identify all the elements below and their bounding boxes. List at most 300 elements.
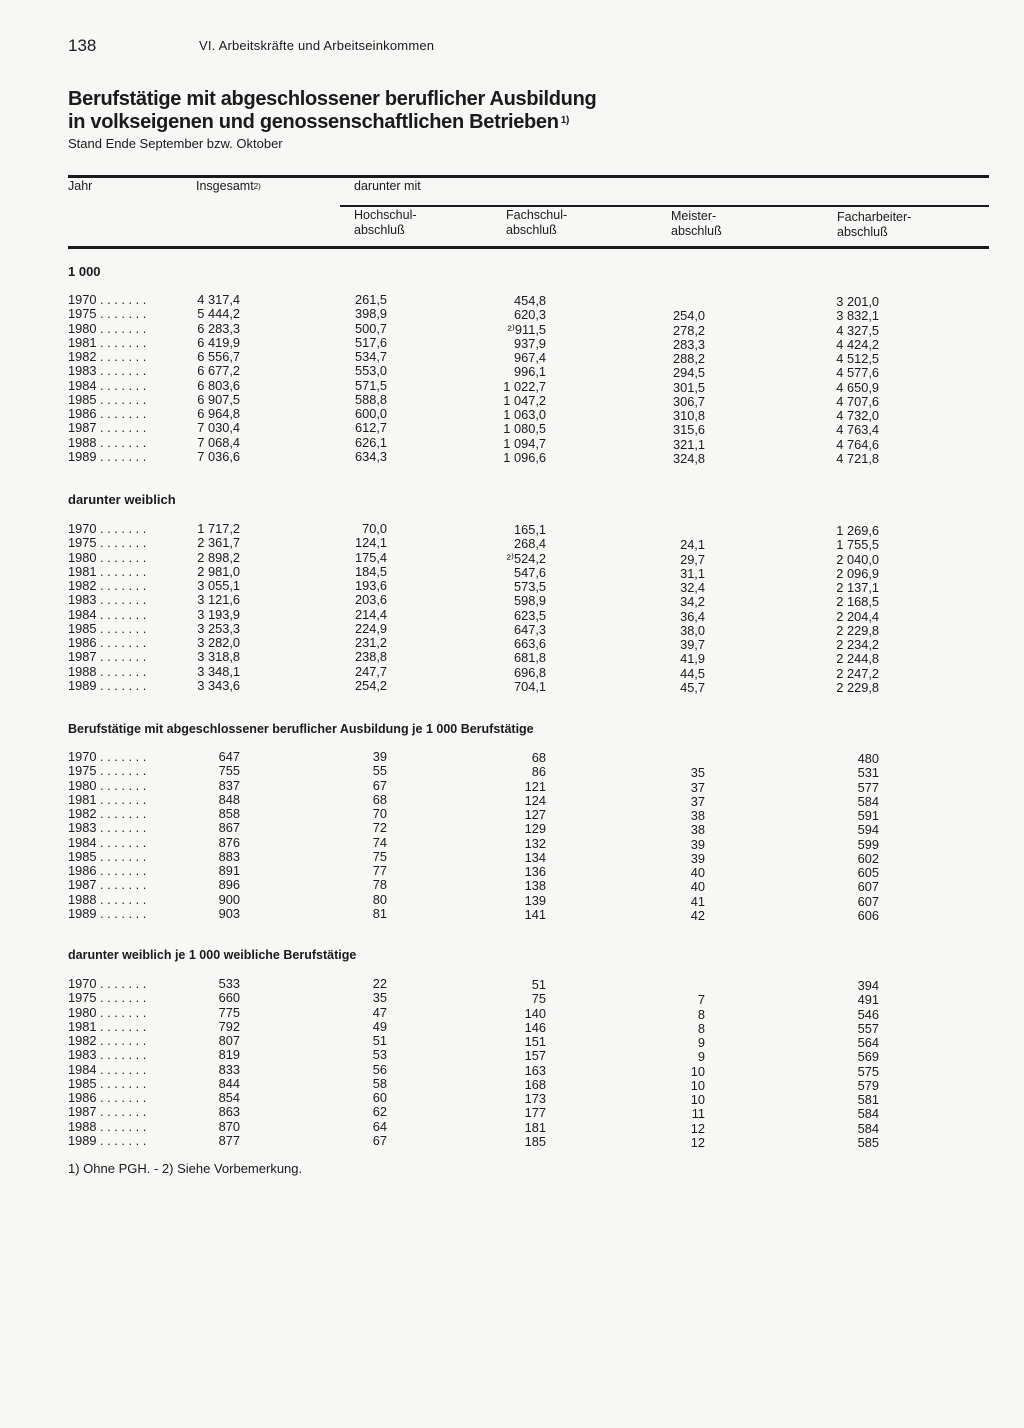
col-header-fachschul-line1: Fachschul- — [506, 208, 568, 222]
cell-facharbeiter: 2 040,0 — [836, 551, 879, 567]
cell-year: 1985 . . . . . . . — [68, 620, 147, 636]
cell-year: 1983 . . . . . . . — [68, 1047, 147, 1063]
cell-hochschul: 254,2 — [354, 677, 387, 693]
cell-facharbeiter: 3 201,0 — [836, 294, 879, 309]
cell-hochschul: 51 — [372, 1033, 387, 1048]
cell-hochschul: 626,1 — [354, 434, 387, 450]
cell-hochschul: 55 — [372, 763, 387, 779]
table-row — [0, 877, 1024, 895]
col-header-meister — [671, 209, 722, 239]
cell-insgesamt: 4 317,4 — [197, 292, 240, 307]
table-row — [0, 551, 1024, 565]
header-top-rule — [68, 175, 989, 178]
cell-facharbeiter: 2 229,8 — [836, 679, 879, 695]
cell-insgesamt: 2 981,0 — [197, 563, 240, 579]
cell-meister: 7 — [697, 992, 705, 1008]
cell-fachschul: 663,6 — [513, 636, 546, 651]
cell-insgesamt: 6 283,3 — [197, 320, 240, 336]
cell-hochschul: 72 — [372, 820, 387, 836]
col-header-meister-line2: abschluß — [671, 224, 722, 238]
cell-insgesamt: 883 — [218, 848, 240, 864]
cell-fachschul: 185 — [524, 1133, 546, 1149]
cell-hochschul: 35 — [372, 990, 387, 1006]
cell-fachschul: 177 — [524, 1105, 546, 1121]
cell-meister: 12 — [690, 1120, 705, 1136]
running-head: VI. Arbeitskräfte und Arbeitseinkommen — [199, 38, 435, 53]
table-row — [0, 1034, 1024, 1048]
cell-meister: 324,8 — [672, 450, 705, 466]
cell-fachschul: 146 — [524, 1019, 546, 1035]
cell-facharbeiter: 2 096,9 — [836, 565, 879, 581]
cell-year: 1981 . . . . . . . — [68, 791, 147, 807]
cell-year: 1975 . . . . . . . — [68, 535, 147, 551]
col-header-darunter-mit: darunter mit — [354, 179, 421, 193]
cell-facharbeiter: 2 168,5 — [836, 594, 879, 610]
cell-year: 1983 . . . . . . . — [68, 592, 147, 608]
cell-fachschul: 68 — [531, 750, 546, 765]
table-row — [0, 450, 1024, 464]
table-row — [0, 393, 1024, 407]
cell-hochschul: 124,1 — [354, 535, 387, 551]
table-row — [0, 420, 1024, 438]
cell-insgesamt: 819 — [218, 1047, 240, 1063]
cell-fachschul: ²⁾524,2 — [506, 550, 546, 566]
cell-fachschul: 1 096,6 — [503, 449, 546, 465]
cell-insgesamt: 863 — [218, 1104, 240, 1120]
cell-insgesamt: 6 907,5 — [197, 391, 240, 407]
table-row — [0, 579, 1024, 593]
cell-hochschul: 47 — [372, 1004, 387, 1020]
cell-hochschul: 398,9 — [354, 306, 387, 322]
col-header-insgesamt — [196, 179, 261, 194]
title-line-1: Berufstätige mit abgeschlossener beruflicher Ausbildung — [68, 88, 597, 110]
cell-year: 1982 . . . . . . . — [68, 578, 147, 593]
cell-fachschul: 165,1 — [513, 522, 546, 537]
cell-year: 1970 . . . . . . . — [68, 292, 147, 307]
cell-insgesamt: 3 343,6 — [197, 677, 240, 693]
cell-year: 1985 . . . . . . . — [68, 1075, 147, 1091]
cell-facharbeiter: 581 — [857, 1092, 879, 1107]
cell-insgesamt: 6 803,6 — [197, 377, 240, 393]
cell-hochschul: 231,2 — [354, 635, 387, 650]
cell-facharbeiter: 4 763,4 — [836, 422, 879, 438]
cell-hochschul: 53 — [372, 1047, 387, 1063]
cell-meister: 9 — [697, 1049, 705, 1065]
cell-fachschul: 1 022,7 — [503, 378, 546, 394]
cell-hochschul: 67 — [372, 1132, 387, 1148]
table-row — [0, 293, 1024, 307]
cell-fachschul: 681,8 — [513, 650, 546, 666]
cell-year: 1983 . . . . . . . — [68, 820, 147, 836]
cell-hochschul: 78 — [372, 877, 387, 893]
cell-fachschul: 647,3 — [513, 621, 546, 637]
cell-facharbeiter: 531 — [857, 765, 879, 781]
cell-facharbeiter: 4 732,0 — [836, 408, 879, 423]
header-mid-rule — [340, 205, 989, 207]
cell-year: 1985 . . . . . . . — [68, 848, 147, 864]
table-row — [0, 893, 1024, 907]
cell-meister: 38 — [690, 808, 705, 823]
cell-facharbeiter: 557 — [857, 1020, 879, 1036]
cell-facharbeiter: 606 — [857, 907, 879, 923]
cell-meister: 37 — [690, 793, 705, 809]
cell-year: 1986 . . . . . . . — [68, 863, 147, 878]
cell-insgesamt: 3 318,8 — [197, 649, 240, 665]
table-row — [0, 1091, 1024, 1105]
cell-year: 1987 . . . . . . . — [68, 649, 147, 665]
cell-insgesamt: 848 — [218, 791, 240, 807]
col-header-facharbeiter-line1: Facharbeiter- — [837, 210, 912, 224]
cell-insgesamt: 807 — [218, 1033, 240, 1048]
cell-meister: 39,7 — [680, 637, 705, 652]
cell-insgesamt: 7 030,4 — [197, 420, 240, 436]
cell-year: 1985 . . . . . . . — [68, 391, 147, 407]
cell-facharbeiter: 584 — [857, 793, 879, 809]
cell-fachschul: 620,3 — [513, 307, 546, 323]
table-row — [0, 1047, 1024, 1065]
cell-insgesamt: 6 964,8 — [197, 406, 240, 421]
cell-hochschul: 500,7 — [354, 320, 387, 336]
cell-meister: 38,0 — [680, 622, 705, 638]
cell-hochschul: 214,4 — [354, 606, 387, 622]
cell-fachschul: 140 — [524, 1005, 546, 1021]
table-row — [0, 1063, 1024, 1077]
cell-year: 1988 . . . . . . . — [68, 663, 147, 679]
cell-meister: 38 — [690, 822, 705, 838]
cell-meister: 10 — [690, 1077, 705, 1093]
cell-meister: 42 — [690, 907, 705, 923]
cell-hochschul: 193,6 — [354, 578, 387, 593]
table-row — [0, 336, 1024, 350]
cell-year: 1980 . . . . . . . — [68, 1004, 147, 1020]
cell-year: 1989 . . . . . . . — [68, 677, 147, 693]
table-row — [0, 436, 1024, 450]
cell-hochschul: 600,0 — [354, 406, 387, 421]
table-row — [0, 1104, 1024, 1122]
section-label-weiblich-je-1000: darunter weiblich je 1 000 weibliche Berufstätige — [68, 948, 357, 962]
cell-insgesamt: 5 444,2 — [197, 306, 240, 322]
col-header-facharbeiter — [837, 210, 911, 240]
table-row — [0, 750, 1024, 764]
cell-hochschul: 62 — [372, 1104, 387, 1120]
cell-hochschul: 224,9 — [354, 620, 387, 636]
cell-facharbeiter: 2 229,8 — [836, 622, 879, 638]
cell-meister: 41,9 — [680, 651, 705, 667]
cell-year: 1989 . . . . . . . — [68, 448, 147, 464]
cell-hochschul: 80 — [372, 891, 387, 907]
cell-year: 1988 . . . . . . . — [68, 891, 147, 907]
col-header-jahr: Jahr — [68, 179, 93, 193]
cell-meister: 32,4 — [680, 580, 705, 595]
cell-meister: 8 — [697, 1020, 705, 1036]
cell-facharbeiter: 4 512,5 — [836, 351, 879, 366]
cell-hochschul: 70,0 — [362, 521, 387, 536]
cell-insgesamt: 660 — [218, 990, 240, 1006]
col-header-fachschul — [506, 208, 567, 238]
col-header-hochschul-line2: abschluß — [354, 223, 405, 237]
section-label-weiblich: darunter weiblich — [68, 492, 176, 507]
cell-year: 1988 . . . . . . . — [68, 1118, 147, 1134]
cell-fachschul: 138 — [524, 878, 546, 894]
cell-year: 1980 . . . . . . . — [68, 777, 147, 793]
cell-meister: 315,6 — [672, 422, 705, 438]
cell-facharbeiter: 4 424,2 — [836, 336, 879, 352]
cell-fachschul: 127 — [524, 807, 546, 822]
cell-facharbeiter: 607 — [857, 879, 879, 895]
col-header-meister-line1: Meister- — [671, 209, 717, 223]
table-row — [0, 807, 1024, 821]
cell-facharbeiter: 4 764,6 — [836, 436, 879, 452]
cell-hochschul: 553,0 — [354, 363, 387, 379]
cell-hochschul: 22 — [372, 976, 387, 991]
table-row — [0, 608, 1024, 622]
cell-insgesamt: 533 — [218, 976, 240, 991]
cell-hochschul: 261,5 — [354, 292, 387, 307]
cell-facharbeiter: 4 721,8 — [836, 450, 879, 466]
cell-fachschul: 86 — [531, 764, 546, 780]
col-header-facharbeiter-line2: abschluß — [837, 225, 888, 239]
cell-facharbeiter: 579 — [857, 1077, 879, 1093]
cell-fachschul: 151 — [524, 1034, 546, 1049]
table-row — [0, 820, 1024, 838]
cell-hochschul: 238,8 — [354, 649, 387, 665]
table-row — [0, 679, 1024, 693]
cell-insgesamt: 3 121,6 — [197, 592, 240, 608]
cell-fachschul: 134 — [524, 849, 546, 865]
table-row — [0, 379, 1024, 393]
table-row — [0, 636, 1024, 650]
cell-insgesamt: 867 — [218, 820, 240, 836]
cell-facharbeiter: 599 — [857, 836, 879, 852]
cell-year: 1987 . . . . . . . — [68, 877, 147, 893]
table-row — [0, 763, 1024, 781]
cell-facharbeiter: 564 — [857, 1035, 879, 1050]
cell-fachschul: 121 — [524, 778, 546, 794]
cell-insgesamt: 6 556,7 — [197, 349, 240, 364]
cell-year: 1970 . . . . . . . — [68, 976, 147, 991]
cell-year: 1980 . . . . . . . — [68, 549, 147, 565]
cell-facharbeiter: 2 137,1 — [836, 580, 879, 595]
table-row — [0, 990, 1024, 1008]
cell-insgesamt: 2 898,2 — [197, 549, 240, 565]
cell-meister: 24,1 — [680, 537, 705, 553]
cell-meister: 288,2 — [672, 351, 705, 366]
cell-facharbeiter: 577 — [857, 779, 879, 795]
table-row — [0, 864, 1024, 878]
cell-hochschul: 75 — [372, 848, 387, 864]
cell-meister: 278,2 — [672, 322, 705, 338]
table-row — [0, 322, 1024, 336]
cell-facharbeiter: 480 — [857, 751, 879, 766]
table-row — [0, 1120, 1024, 1134]
cell-insgesamt: 3 282,0 — [197, 635, 240, 650]
cell-hochschul: 247,7 — [354, 663, 387, 679]
table-row — [0, 1134, 1024, 1148]
table-row — [0, 665, 1024, 679]
cell-meister: 8 — [697, 1006, 705, 1022]
cell-fachschul: 696,8 — [513, 664, 546, 680]
cell-hochschul: 68 — [372, 791, 387, 807]
table-row — [0, 907, 1024, 921]
cell-facharbeiter: 569 — [857, 1049, 879, 1065]
cell-hochschul: 175,4 — [354, 549, 387, 565]
cell-meister: 35 — [690, 765, 705, 781]
cell-fachschul: 1 063,0 — [503, 407, 546, 422]
cell-facharbeiter: 2 244,8 — [836, 651, 879, 667]
cell-fachschul: 623,5 — [513, 607, 546, 623]
cell-fachschul: 598,9 — [513, 593, 546, 609]
table-row — [0, 306, 1024, 324]
cell-insgesamt: 1 717,2 — [197, 521, 240, 536]
cell-meister: 283,3 — [672, 336, 705, 352]
cell-hochschul: 634,3 — [354, 448, 387, 464]
cell-year: 1982 . . . . . . . — [68, 349, 147, 364]
cell-fachschul: 173 — [524, 1091, 546, 1106]
cell-meister: 9 — [697, 1035, 705, 1050]
cell-year: 1987 . . . . . . . — [68, 420, 147, 436]
cell-hochschul: 534,7 — [354, 349, 387, 364]
cell-hochschul: 612,7 — [354, 420, 387, 436]
cell-facharbeiter: 4 577,6 — [836, 365, 879, 381]
cell-meister: 36,4 — [680, 608, 705, 624]
cell-meister: 29,7 — [680, 551, 705, 567]
cell-insgesamt: 3 348,1 — [197, 663, 240, 679]
table-title — [68, 88, 596, 134]
cell-insgesamt: 900 — [218, 891, 240, 907]
cell-year: 1986 . . . . . . . — [68, 1090, 147, 1105]
footnote: 1) Ohne PGH. - 2) Siehe Vorbemerkung. — [68, 1161, 303, 1176]
cell-insgesamt: 2 361,7 — [197, 535, 240, 551]
cell-facharbeiter: 4 327,5 — [836, 322, 879, 338]
page-number: 138 — [68, 36, 97, 55]
cell-year: 1982 . . . . . . . — [68, 806, 147, 821]
cell-hochschul: 81 — [372, 905, 387, 921]
cell-facharbeiter: 2 247,2 — [836, 665, 879, 681]
col-header-insgesamt-note: 2) — [253, 182, 261, 191]
cell-insgesamt: 833 — [218, 1061, 240, 1077]
cell-fachschul: 454,8 — [513, 293, 546, 308]
cell-insgesamt: 870 — [218, 1118, 240, 1134]
cell-fachschul: 547,6 — [513, 564, 546, 580]
cell-facharbeiter: 602 — [857, 850, 879, 866]
cell-hochschul: 184,5 — [354, 563, 387, 579]
cell-fachschul: 704,1 — [513, 678, 546, 694]
cell-meister: 39 — [690, 836, 705, 852]
cell-meister: 294,5 — [672, 365, 705, 381]
cell-meister: 10 — [690, 1092, 705, 1107]
cell-insgesamt: 891 — [218, 863, 240, 878]
cell-meister: 45,7 — [680, 679, 705, 695]
cell-fachschul: 139 — [524, 892, 546, 908]
cell-hochschul: 60 — [372, 1090, 387, 1105]
cell-fachschul: 268,4 — [513, 536, 546, 552]
cell-hochschul: 588,8 — [354, 391, 387, 407]
cell-year: 1984 . . . . . . . — [68, 834, 147, 850]
cell-insgesamt: 858 — [218, 806, 240, 821]
cell-fachschul: 51 — [531, 977, 546, 992]
table-row — [0, 592, 1024, 610]
cell-year: 1970 . . . . . . . — [68, 521, 147, 536]
cell-facharbeiter: 607 — [857, 893, 879, 909]
cell-fachschul: 157 — [524, 1048, 546, 1064]
cell-insgesamt: 7 036,6 — [197, 448, 240, 464]
table-row — [0, 1006, 1024, 1020]
cell-fachschul: ²⁾911,5 — [507, 321, 546, 337]
cell-meister: 301,5 — [672, 379, 705, 395]
cell-facharbeiter: 1 755,5 — [836, 537, 879, 553]
cell-hochschul: 67 — [372, 777, 387, 793]
cell-fachschul: 996,1 — [513, 364, 546, 380]
cell-facharbeiter: 2 234,2 — [836, 637, 879, 652]
cell-hochschul: 571,5 — [354, 377, 387, 393]
cell-fachschul: 168 — [524, 1076, 546, 1092]
cell-hochschul: 517,6 — [354, 334, 387, 350]
cell-fachschul: 129 — [524, 821, 546, 837]
cell-facharbeiter: 594 — [857, 822, 879, 838]
cell-hochschul: 77 — [372, 863, 387, 878]
table-row — [0, 793, 1024, 807]
table-row — [0, 622, 1024, 636]
section-label-1000: 1 000 — [68, 264, 101, 279]
cell-fachschul: 75 — [531, 991, 546, 1007]
cell-meister: 40 — [690, 865, 705, 880]
cell-meister: 321,1 — [672, 436, 705, 452]
cell-meister: 37 — [690, 779, 705, 795]
cell-fachschul: 124 — [524, 792, 546, 808]
cell-insgesamt: 854 — [218, 1090, 240, 1105]
cell-fachschul: 163 — [524, 1062, 546, 1078]
table-row — [0, 779, 1024, 793]
cell-year: 1987 . . . . . . . — [68, 1104, 147, 1120]
cell-fachschul: 1 080,5 — [503, 421, 546, 437]
cell-facharbeiter: 491 — [857, 992, 879, 1008]
cell-insgesamt: 877 — [218, 1132, 240, 1148]
cell-facharbeiter: 3 832,1 — [836, 308, 879, 324]
cell-year: 1970 . . . . . . . — [68, 749, 147, 764]
cell-insgesamt: 7 068,4 — [197, 434, 240, 450]
cell-hochschul: 64 — [372, 1118, 387, 1134]
section-label-je-1000: Berufstätige mit abgeschlossener beruflicher Ausbildung je 1 000 Berufstätige — [68, 722, 534, 736]
cell-fachschul: 181 — [524, 1119, 546, 1135]
col-header-fachschul-line2: abschluß — [506, 223, 557, 237]
cell-insgesamt: 647 — [218, 749, 240, 764]
cell-year: 1986 . . . . . . . — [68, 635, 147, 650]
cell-facharbeiter: 1 269,6 — [836, 523, 879, 538]
cell-year: 1984 . . . . . . . — [68, 1061, 147, 1077]
cell-year: 1988 . . . . . . . — [68, 434, 147, 450]
cell-meister: 44,5 — [680, 665, 705, 681]
cell-fachschul: 573,5 — [513, 579, 546, 594]
cell-year: 1984 . . . . . . . — [68, 377, 147, 393]
cell-insgesamt: 775 — [218, 1004, 240, 1020]
cell-fachschul: 967,4 — [513, 350, 546, 365]
cell-hochschul: 203,6 — [354, 592, 387, 608]
cell-facharbeiter: 605 — [857, 865, 879, 880]
cell-facharbeiter: 585 — [857, 1134, 879, 1150]
cell-year: 1983 . . . . . . . — [68, 363, 147, 379]
cell-insgesamt: 837 — [218, 777, 240, 793]
table-subtitle: Stand Ende September bzw. Oktober — [68, 136, 283, 151]
cell-facharbeiter: 591 — [857, 808, 879, 823]
table-row — [0, 1077, 1024, 1091]
cell-meister: 39 — [690, 850, 705, 866]
cell-meister: 41 — [690, 893, 705, 909]
table-row — [0, 363, 1024, 381]
cell-hochschul: 58 — [372, 1075, 387, 1091]
cell-facharbeiter: 584 — [857, 1106, 879, 1122]
cell-year: 1975 . . . . . . . — [68, 763, 147, 779]
cell-insgesamt: 6 419,9 — [197, 334, 240, 350]
